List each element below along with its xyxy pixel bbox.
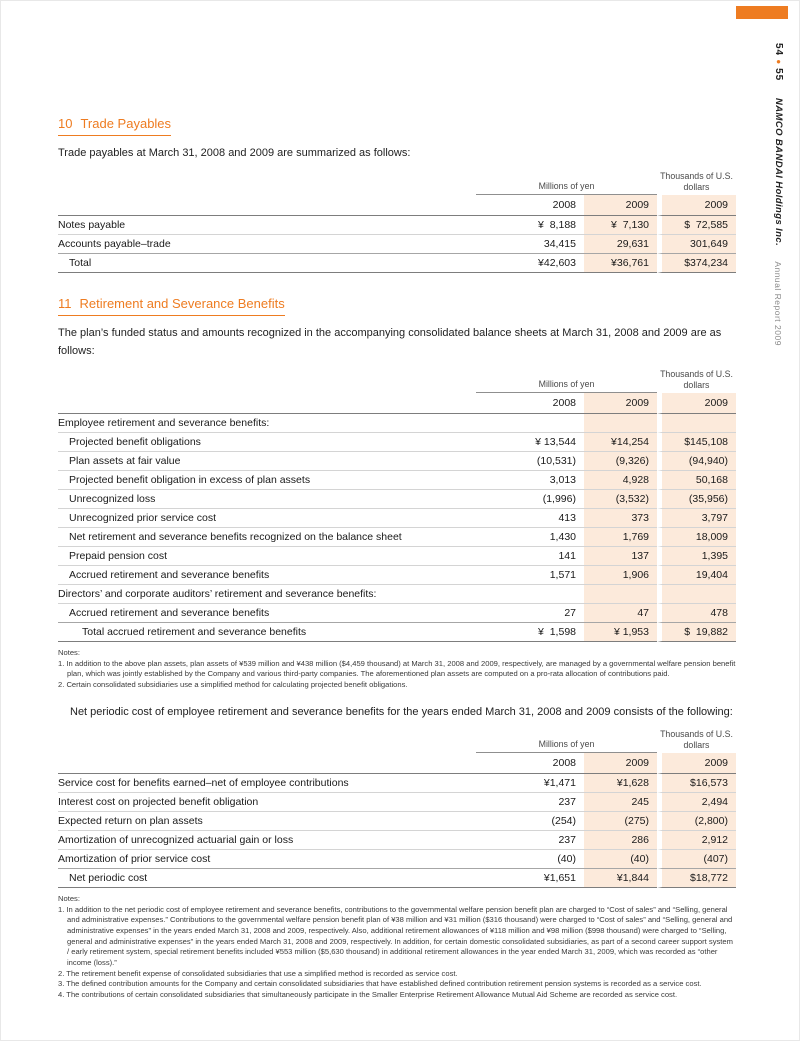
section-trade-payables [58,115,736,273]
value-2009: (3,532) [584,490,657,509]
value-2009: ¥14,254 [584,433,657,452]
value-2009-usd: 3,797 [657,509,736,528]
table-row [58,604,736,623]
value-2008: ¥1,651 [476,869,584,888]
table-row [58,812,736,831]
value-2009: ¥36,761 [584,254,657,273]
table-row [58,623,736,642]
page-dot-icon: ● [774,57,783,68]
periodic-cost-intro: Net periodic cost of employee retirement and severance benefits for the years ended March 31, 2008 and 2009 consists of the following: [70,705,733,718]
spacer-cell [58,729,476,753]
row-label: Total accrued retirement and severance benefits [58,623,476,642]
value-2008: ¥1,471 [476,774,584,793]
value-2008: 141 [476,547,584,566]
row-label: Notes payable [58,216,476,235]
value-2008: 27 [476,604,584,623]
table-body [58,216,736,273]
note-item: 1. In addition to the net periodic cost of employee retirement and severance benefits, contributions to the governmental welfare pension benefit plan are charged to “Cost of sales” and “Selling, general and administrative expenses.” Contributions to the governmental welfare pension benefit plan of ¥38 million and ¥31 million ($316 thousand) were charged to “Cost of sales” and “Selling, general and administrative expenses” in the years ended March 31, 2008 and 2009, respectively. Also, additional retirement allowances of ¥118 million and ¥98 million ($998 thousand) were charged to “Selling, general and administrative expenses” in the years ended March 31, 2008 and 2009, respectively. In addition, for certain domestic consolidated subsidiaries, as part of a second career support system / early retirement system, special retirement benefits included ¥553 million ($5,630 thousand) in additional retirement allowances in the year ended March 31, 2009, which was recorded as “other income (loss).” [58,904,733,967]
value-2009-usd: 301,649 [657,235,736,254]
value-2008: 3,013 [476,471,584,490]
table-row [58,869,736,888]
row-label: Plan assets at fair value [58,452,476,471]
year-header-2008: 2008 [476,393,584,414]
note-item: 3. The defined contribution amounts for the Company and certain consolidated subsidiaries that have established defined contribution retirement pension systems is recorded as a service cost. [58,979,702,989]
table-row [58,254,736,273]
value-2009-usd: 50,168 [657,471,736,490]
value-2008: ¥ 8,188 [476,216,584,235]
table-row [58,414,736,433]
value-2009-usd: (94,940) [657,452,736,471]
trade-payables-table [58,171,736,273]
table-row [58,850,736,869]
page-edge-sidebar [769,43,787,346]
year-header-2009: 2009 [584,393,657,414]
funded-status-table [58,369,736,642]
us-dollars-header: Thousands of U.S. dollars [660,369,733,391]
page-number-left: 54 [773,43,784,57]
section-retirement-benefits [58,295,736,1001]
spacer-cell [58,171,476,195]
note-item: 2. The retirement benefit expense of consolidated subsidiaries that use a simplified method is recorded as service cost. [58,968,458,978]
value-2009: 29,631 [584,235,657,254]
row-label: Employee retirement and severance benefits: [58,414,476,433]
table-row [58,452,736,471]
corner-tab-marker [736,6,788,19]
value-2009-usd: (35,956) [657,490,736,509]
value-2008: ¥42,603 [476,254,584,273]
value-2009: (275) [584,812,657,831]
year-header-2009-usd: 2009 [657,195,736,216]
spacer-cell [58,393,476,414]
year-header-2008: 2008 [476,753,584,774]
table-row [58,831,736,850]
value-2009: (9,326) [584,452,657,471]
value-2009-usd: 1,395 [657,547,736,566]
value-2008: 1,430 [476,528,584,547]
page-number [773,43,784,81]
value-2008: ¥ 13,544 [476,433,584,452]
value-2009-usd: $145,108 [657,433,736,452]
table-group-row [58,729,736,753]
value-2009: 1,769 [584,528,657,547]
funded-status-notes [58,648,736,691]
value-2008: (40) [476,850,584,869]
value-2009-usd: $ 72,585 [657,216,736,235]
value-2008: 1,571 [476,566,584,585]
table-row [58,566,736,585]
value-2009: 137 [584,547,657,566]
value-2009: 245 [584,793,657,812]
millions-of-yen-header: Millions of yen [476,729,657,753]
trade-payables-intro: Trade payables at March 31, 2008 and 2009 are summarized as follows: [58,147,411,159]
note-item: 2. Certain consolidated subsidiaries use a simplified method for calculating projected benefit obligations. [58,679,408,689]
table-row [58,547,736,566]
value-2009-usd: $18,772 [657,869,736,888]
spacer-cell [58,369,476,393]
value-2009: ¥1,844 [584,869,657,888]
row-label: Projected benefit obligations [58,433,476,452]
us-dollars-header: Thousands of U.S. dollars [660,170,733,192]
row-label: Projected benefit obligation in excess of plan assets [58,471,476,490]
table-group-row [58,171,736,195]
note-item: 1. In addition to the above plan assets, plan assets of ¥539 million and ¥438 million ($4,459 thousand) at March 31, 2008 and 2009, respectively, are managed by a governmental welfare pension benefit plan, which was jointly established by the Company and various third-party companies. The aforementioned plan assets are computed on a pro-rata allocation of contributions paid. [58,658,736,679]
value-2009-usd [657,585,736,604]
value-2008: ¥ 1,598 [476,623,584,642]
table-group-row [58,369,736,393]
net-periodic-cost-table [58,729,736,888]
year-header-2009: 2009 [584,753,657,774]
section-title: Trade Payables [80,116,172,131]
value-2008: (1,996) [476,490,584,509]
value-2009: 1,906 [584,566,657,585]
value-2008: (254) [476,812,584,831]
year-header-2009-usd: 2009 [657,393,736,414]
millions-of-yen-header: Millions of yen [476,369,657,393]
row-label: Unrecognized prior service cost [58,509,476,528]
row-label: Net periodic cost [58,869,476,888]
value-2009: 286 [584,831,657,850]
company-name-vertical: NAMCO BANDAI Holdings Inc. [773,97,784,246]
row-label: Accrued retirement and severance benefits [58,604,476,623]
value-2009: 4,928 [584,471,657,490]
spacer-cell [58,753,476,774]
table-row [58,774,736,793]
notes-label: Notes: [58,894,80,904]
millions-of-yen-header: Millions of yen [476,171,657,195]
section-title: Retirement and Severance Benefits [79,295,285,311]
notes-list [58,659,736,691]
notes-list [58,905,736,1001]
value-2009-usd: (2,800) [657,812,736,831]
table-head [58,171,736,216]
section-number: 10 [58,116,73,131]
value-2009-usd: 2,494 [657,793,736,812]
table-row [58,216,736,235]
spacer-cell [58,195,476,216]
row-label: Interest cost on projected benefit obligation [58,793,476,812]
section-heading-retirement [58,296,285,316]
table-row [58,490,736,509]
row-label: Net retirement and severance benefits recognized on the balance sheet [58,528,476,547]
row-label: Service cost for benefits earned–net of employee contributions [58,774,476,793]
table-row [58,585,736,604]
value-2008: 237 [476,793,584,812]
page-number-right: 55 [773,68,784,82]
value-2009: ¥ 7,130 [584,216,657,235]
table-body [58,414,736,642]
value-2009-usd [657,414,736,433]
value-2009: 47 [584,604,657,623]
row-label: Total [58,254,476,273]
value-2009: ¥ 1,953 [584,623,657,642]
table-head [58,729,736,774]
value-2009-usd: $16,573 [657,774,736,793]
value-2009: (40) [584,850,657,869]
periodic-cost-notes [58,894,736,1000]
value-2008: (10,531) [476,452,584,471]
row-label: Prepaid pension cost [58,547,476,566]
value-2008 [476,585,584,604]
year-header-2009-usd: 2009 [657,753,736,774]
table-row [58,528,736,547]
note-item: 4. The contributions of certain consolidated subsidiaries that simultaneously participate in the Smaller Enterprise Retirement Allowance Mutual Aid Scheme are recorded as service cost. [58,989,678,999]
table-head [58,369,736,414]
row-label: Amortization of unrecognized actuarial gain or loss [58,831,476,850]
value-2009: ¥1,628 [584,774,657,793]
value-2009-usd: 2,912 [657,831,736,850]
value-2009-usd: 478 [657,604,736,623]
value-2009: 373 [584,509,657,528]
table-year-row [58,195,736,216]
us-dollars-header: Thousands of U.S. dollars [660,729,733,751]
value-2009-usd: 19,404 [657,566,736,585]
table-row [58,433,736,452]
section-number: 11 [58,295,72,311]
notes-label: Notes: [58,648,80,657]
retirement-intro: The plan’s funded status and amounts recognized in the accompanying consolidated balance sheets at March 31, 2008 and 2009 are as follows: [58,326,722,358]
value-2008: 34,415 [476,235,584,254]
value-2008 [476,414,584,433]
page-content [1,1,799,1000]
table-row [58,509,736,528]
table-year-row [58,393,736,414]
table-body [58,774,736,888]
value-2009-usd: $ 19,882 [657,623,736,642]
table-row [58,471,736,490]
table-year-row [58,753,736,774]
row-label: Expected return on plan assets [58,812,476,831]
value-2009-usd: 18,009 [657,528,736,547]
value-2008: 237 [476,831,584,850]
value-2009-usd: (407) [657,850,736,869]
value-2008: 413 [476,509,584,528]
year-header-2008: 2008 [476,195,584,216]
table-row [58,235,736,254]
row-label: Directors’ and corporate auditors’ retirement and severance benefits: [58,585,476,604]
value-2009 [584,585,657,604]
row-label: Unrecognized loss [58,490,476,509]
section-heading-trade-payables [58,116,171,136]
table-row [58,793,736,812]
row-label: Amortization of prior service cost [58,850,476,869]
value-2009-usd: $374,234 [657,254,736,273]
row-label: Accrued retirement and severance benefits [58,566,476,585]
year-header-2009: 2009 [584,195,657,216]
value-2009 [584,414,657,433]
report-title-vertical: Annual Report 2009 [773,261,783,346]
row-label: Accounts payable–trade [58,235,476,254]
